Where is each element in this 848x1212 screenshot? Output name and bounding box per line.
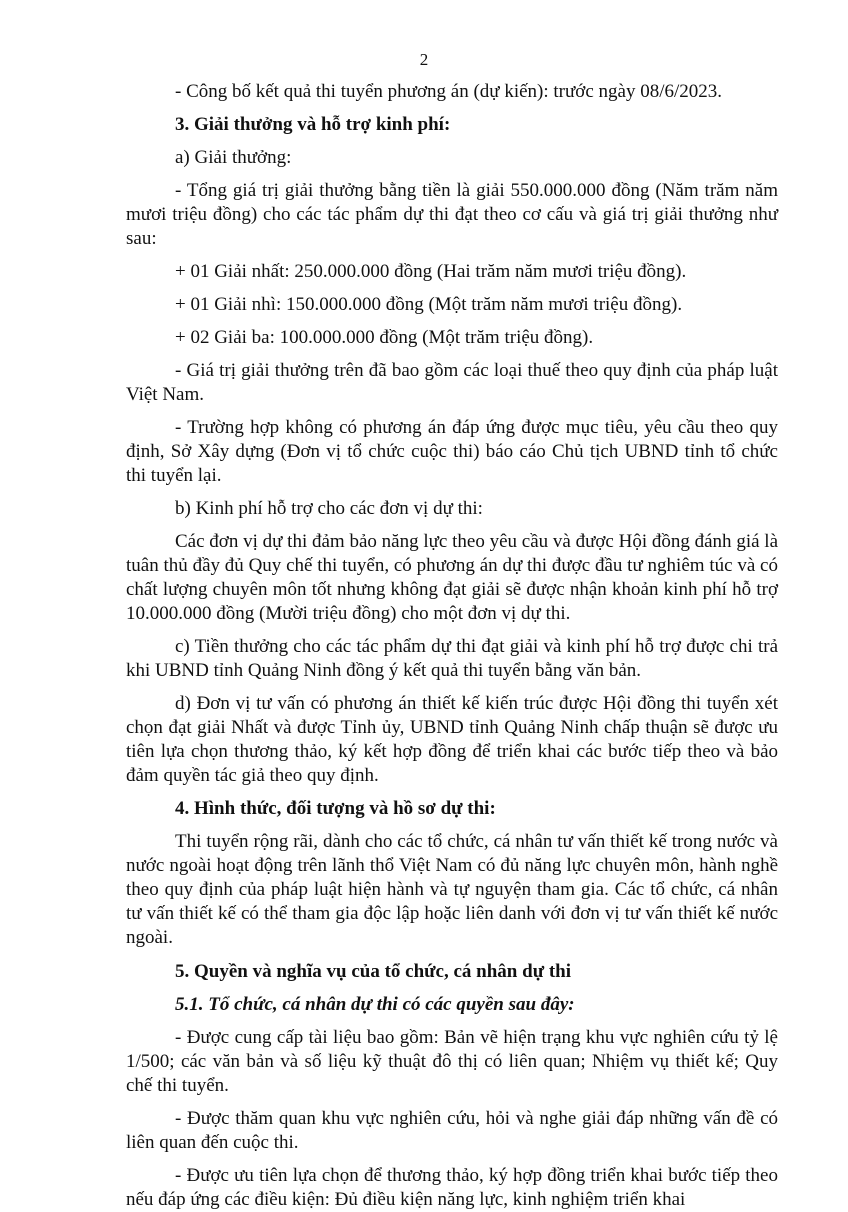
paragraph: - Trường hợp không có phương án đáp ứng được mục tiêu, yêu cầu theo quy định, Sở Xây dựng (Đơn vị tổ chức cuộc thi) báo cáo Chủ tịch UBND tỉnh tổ chức thi tuyển lại. bbox=[126, 417, 778, 486]
subsection-heading: b) Kinh phí hỗ trợ cho các đơn vị dự thi: bbox=[175, 498, 483, 519]
paragraph: - Công bố kết quả thi tuyển phương án (dự kiến): trước ngày 08/6/2023. bbox=[175, 81, 723, 102]
list-item: + 01 Giải nhất: 250.000.000 đồng (Hai trăm năm mươi triệu đồng). bbox=[175, 261, 687, 282]
subsection-heading: 5.1. Tổ chức, cá nhân dự thi có các quyền sau đây: bbox=[175, 994, 575, 1015]
section-heading: 5. Quyền và nghĩa vụ của tổ chức, cá nhân dự thi bbox=[175, 961, 572, 982]
paragraph: d) Đơn vị tư vấn có phương án thiết kế kiến trúc được Hội đồng thi tuyển xét chọn đạt giải Nhất và được Tỉnh ủy, UBND tỉnh Quảng Ninh chấp thuận sẽ được ưu tiên lựa chọn thương thảo, ký kết hợp đồng để triển khai các bước tiếp theo và bảo đảm quyền tác giả theo quy định. bbox=[126, 693, 778, 786]
paragraph: - Giá trị giải thưởng trên đã bao gồm các loại thuế theo quy định của pháp luật Việt Nam. bbox=[126, 360, 778, 405]
document-body bbox=[126, 80, 778, 1212]
paragraph: - Được ưu tiên lựa chọn để thương thảo, ký hợp đồng triển khai bước tiếp theo nếu đáp ứng các điều kiện: Đủ điều kiện năng lực, kinh nghiệm triển khai bbox=[126, 1165, 778, 1210]
section-heading: 3. Giải thưởng và hỗ trợ kinh phí: bbox=[175, 114, 451, 135]
page-number: 2 bbox=[419, 50, 429, 69]
paragraph: - Được cung cấp tài liệu bao gồm: Bản vẽ hiện trạng khu vực nghiên cứu tỷ lệ 1/500; các văn bản và số liệu kỹ thuật đô thị có liên quan; Nhiệm vụ thiết kế; Quy chế thi tuyển. bbox=[126, 1027, 778, 1096]
list-item: + 02 Giải ba: 100.000.000 đồng (Một trăm triệu đồng). bbox=[175, 327, 594, 348]
section-heading: 4. Hình thức, đối tượng và hồ sơ dự thi: bbox=[175, 798, 496, 819]
paragraph: c) Tiền thưởng cho các tác phẩm dự thi đạt giải và kinh phí hỗ trợ được chi trả khi UBND tỉnh Quảng Ninh đồng ý kết quả thi tuyển bằng văn bản. bbox=[126, 636, 778, 681]
paragraph: - Được thăm quan khu vực nghiên cứu, hỏi và nghe giải đáp những vấn đề có liên quan đến cuộc thi. bbox=[126, 1108, 778, 1153]
list-item: + 01 Giải nhì: 150.000.000 đồng (Một trăm năm mươi triệu đồng). bbox=[175, 294, 683, 315]
paragraph: Thi tuyển rộng rãi, dành cho các tổ chức, cá nhân tư vấn thiết kế trong nước và nước ngoài hoạt động trên lãnh thổ Việt Nam có đủ năng lực chuyên môn, hành nghề theo quy định của pháp luật hiện hành và tự nguyện tham gia. Các tổ chức, cá nhân tư vấn thiết kế có thể tham gia độc lập hoặc liên danh với đơn vị tư vấn thiết kế nước ngoài. bbox=[126, 831, 778, 948]
paragraph: - Tổng giá trị giải thưởng bằng tiền là giải 550.000.000 đồng (Năm trăm năm mươi triệu đồng) cho các tác phẩm dự thi đạt theo cơ cấu và giá trị giải thưởng như sau: bbox=[126, 180, 778, 249]
subsection-heading: a) Giải thưởng: bbox=[175, 147, 292, 168]
paragraph: Các đơn vị dự thi đảm bảo năng lực theo yêu cầu và được Hội đồng đánh giá là tuân thủ đầy đủ Quy chế thi tuyển, có phương án dự thi được đầu tư nghiêm túc và có chất lượng chuyên môn tốt nhưng không đạt giải sẽ được nhận khoản kinh phí hỗ trợ 10.000.000 đồng (Mười triệu đồng) cho một đơn vị dự thi. bbox=[126, 531, 778, 624]
